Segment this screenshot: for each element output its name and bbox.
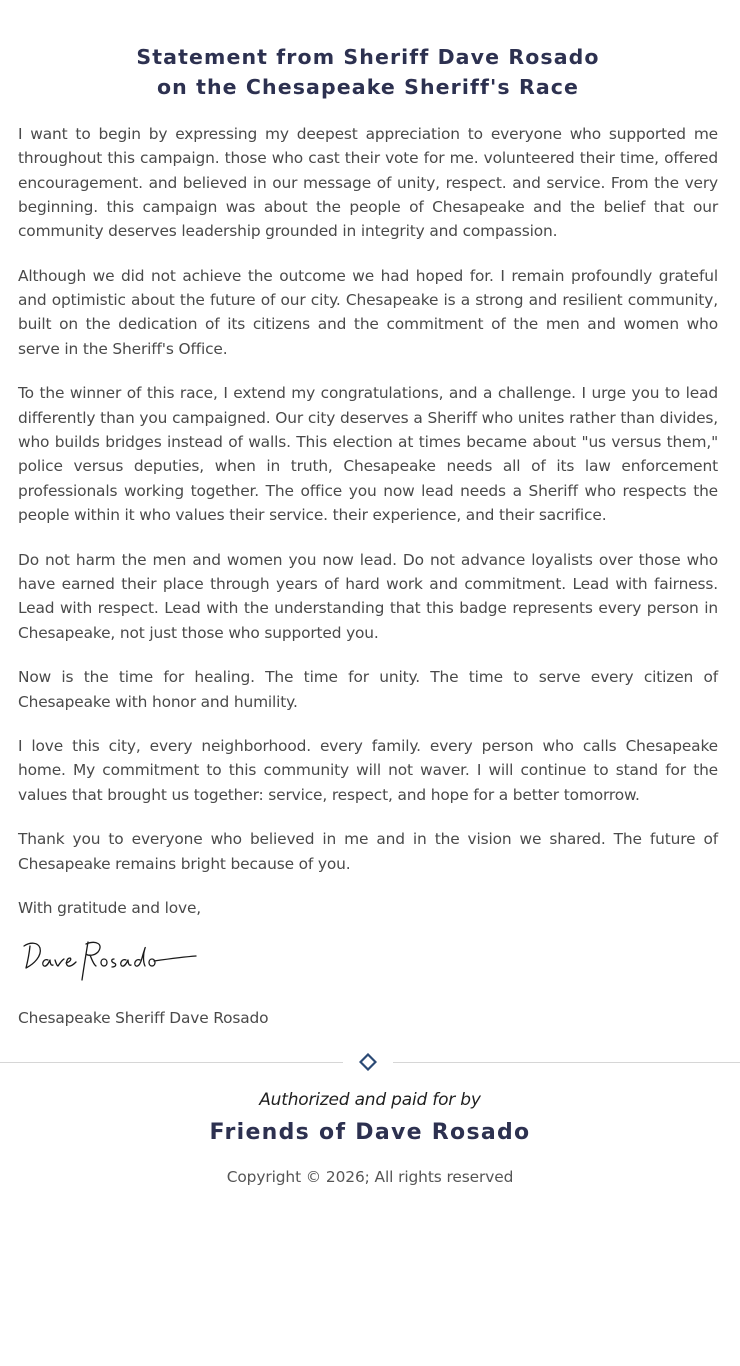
divider-line-left xyxy=(0,1062,343,1063)
paragraph: Do not harm the men and women you now lead. Do not advance loyalists over those who have earned their place through years of hard work and commitment. Lead with fairness. Lead with respect. Lead with the understanding that this badge represents every person in Chesapeake, not just those who supported you. xyxy=(18,550,718,642)
diamond-icon xyxy=(359,1053,377,1071)
paragraph: Thank you to everyone who believed in me and in the vision we shared. The future of Chesapeake remains bright because of you. xyxy=(18,830,718,873)
closing-line: With gratitude and love, xyxy=(18,899,202,918)
committee-name: Friends of Dave Rosado xyxy=(209,1120,531,1146)
statement-body xyxy=(18,122,718,1030)
signature-image xyxy=(20,934,200,986)
paragraph: Although we did not achieve the outcome we had hoped for. I remain profoundly grateful and optimistic about the future of our city. Chesapeake is a strong and resilient community, built on the dedication of its citizens and the commitment of the men and women who serve in the Sheriff's Office. xyxy=(18,266,718,358)
title-line-2: on the Chesapeake Sheriff's Race xyxy=(156,75,580,99)
section-divider xyxy=(0,1050,740,1074)
authorized-by-label: Authorized and paid for by xyxy=(259,1090,481,1111)
footer xyxy=(0,1088,740,1189)
copyright-text: Copyright © 2026; All rights reserved xyxy=(226,1168,514,1187)
signer-name: Chesapeake Sheriff Dave Rosado xyxy=(18,1009,269,1028)
statement-page xyxy=(0,42,740,1030)
paragraph: Now is the time for healing. The time for unity. The time to serve every citizen of Chesapeake with honor and humility. xyxy=(18,668,718,711)
paragraph: To the winner of this race, I extend my congratulations, and a challenge. I urge you to lead differently than you campaigned. Our city deserves a Sheriff who unites rather than divides, who builds bridges instead of walls. This election at times became about "us versus them," police versus deputies, when in truth, Chesapeake needs all of its law enforcement professionals working together. The office you now lead needs a Sheriff who respects the people within it who values their service. their experience, and their sacrifice. xyxy=(18,384,718,524)
page-title xyxy=(18,42,718,102)
paragraph: I love this city, every neighborhood. every family. every person who calls Chesapeake home. My commitment to this community will not waver. I will continue to stand for the values that brought us together: service, respect, and hope for a better tomorrow. xyxy=(18,737,718,804)
divider-line-right xyxy=(393,1062,740,1063)
title-line-1: Statement from Sheriff Dave Rosado xyxy=(136,45,600,69)
paragraph: I want to begin by expressing my deepest appreciation to everyone who supported me throughout this campaign. those who cast their vote for me. volunteered their time, offered encouragement. and believed in our message of unity, respect. and service. From the very beginning. this campaign was about the people of Chesapeake and the belief that our community deserves leadership grounded in integrity and compassion. xyxy=(18,125,718,241)
